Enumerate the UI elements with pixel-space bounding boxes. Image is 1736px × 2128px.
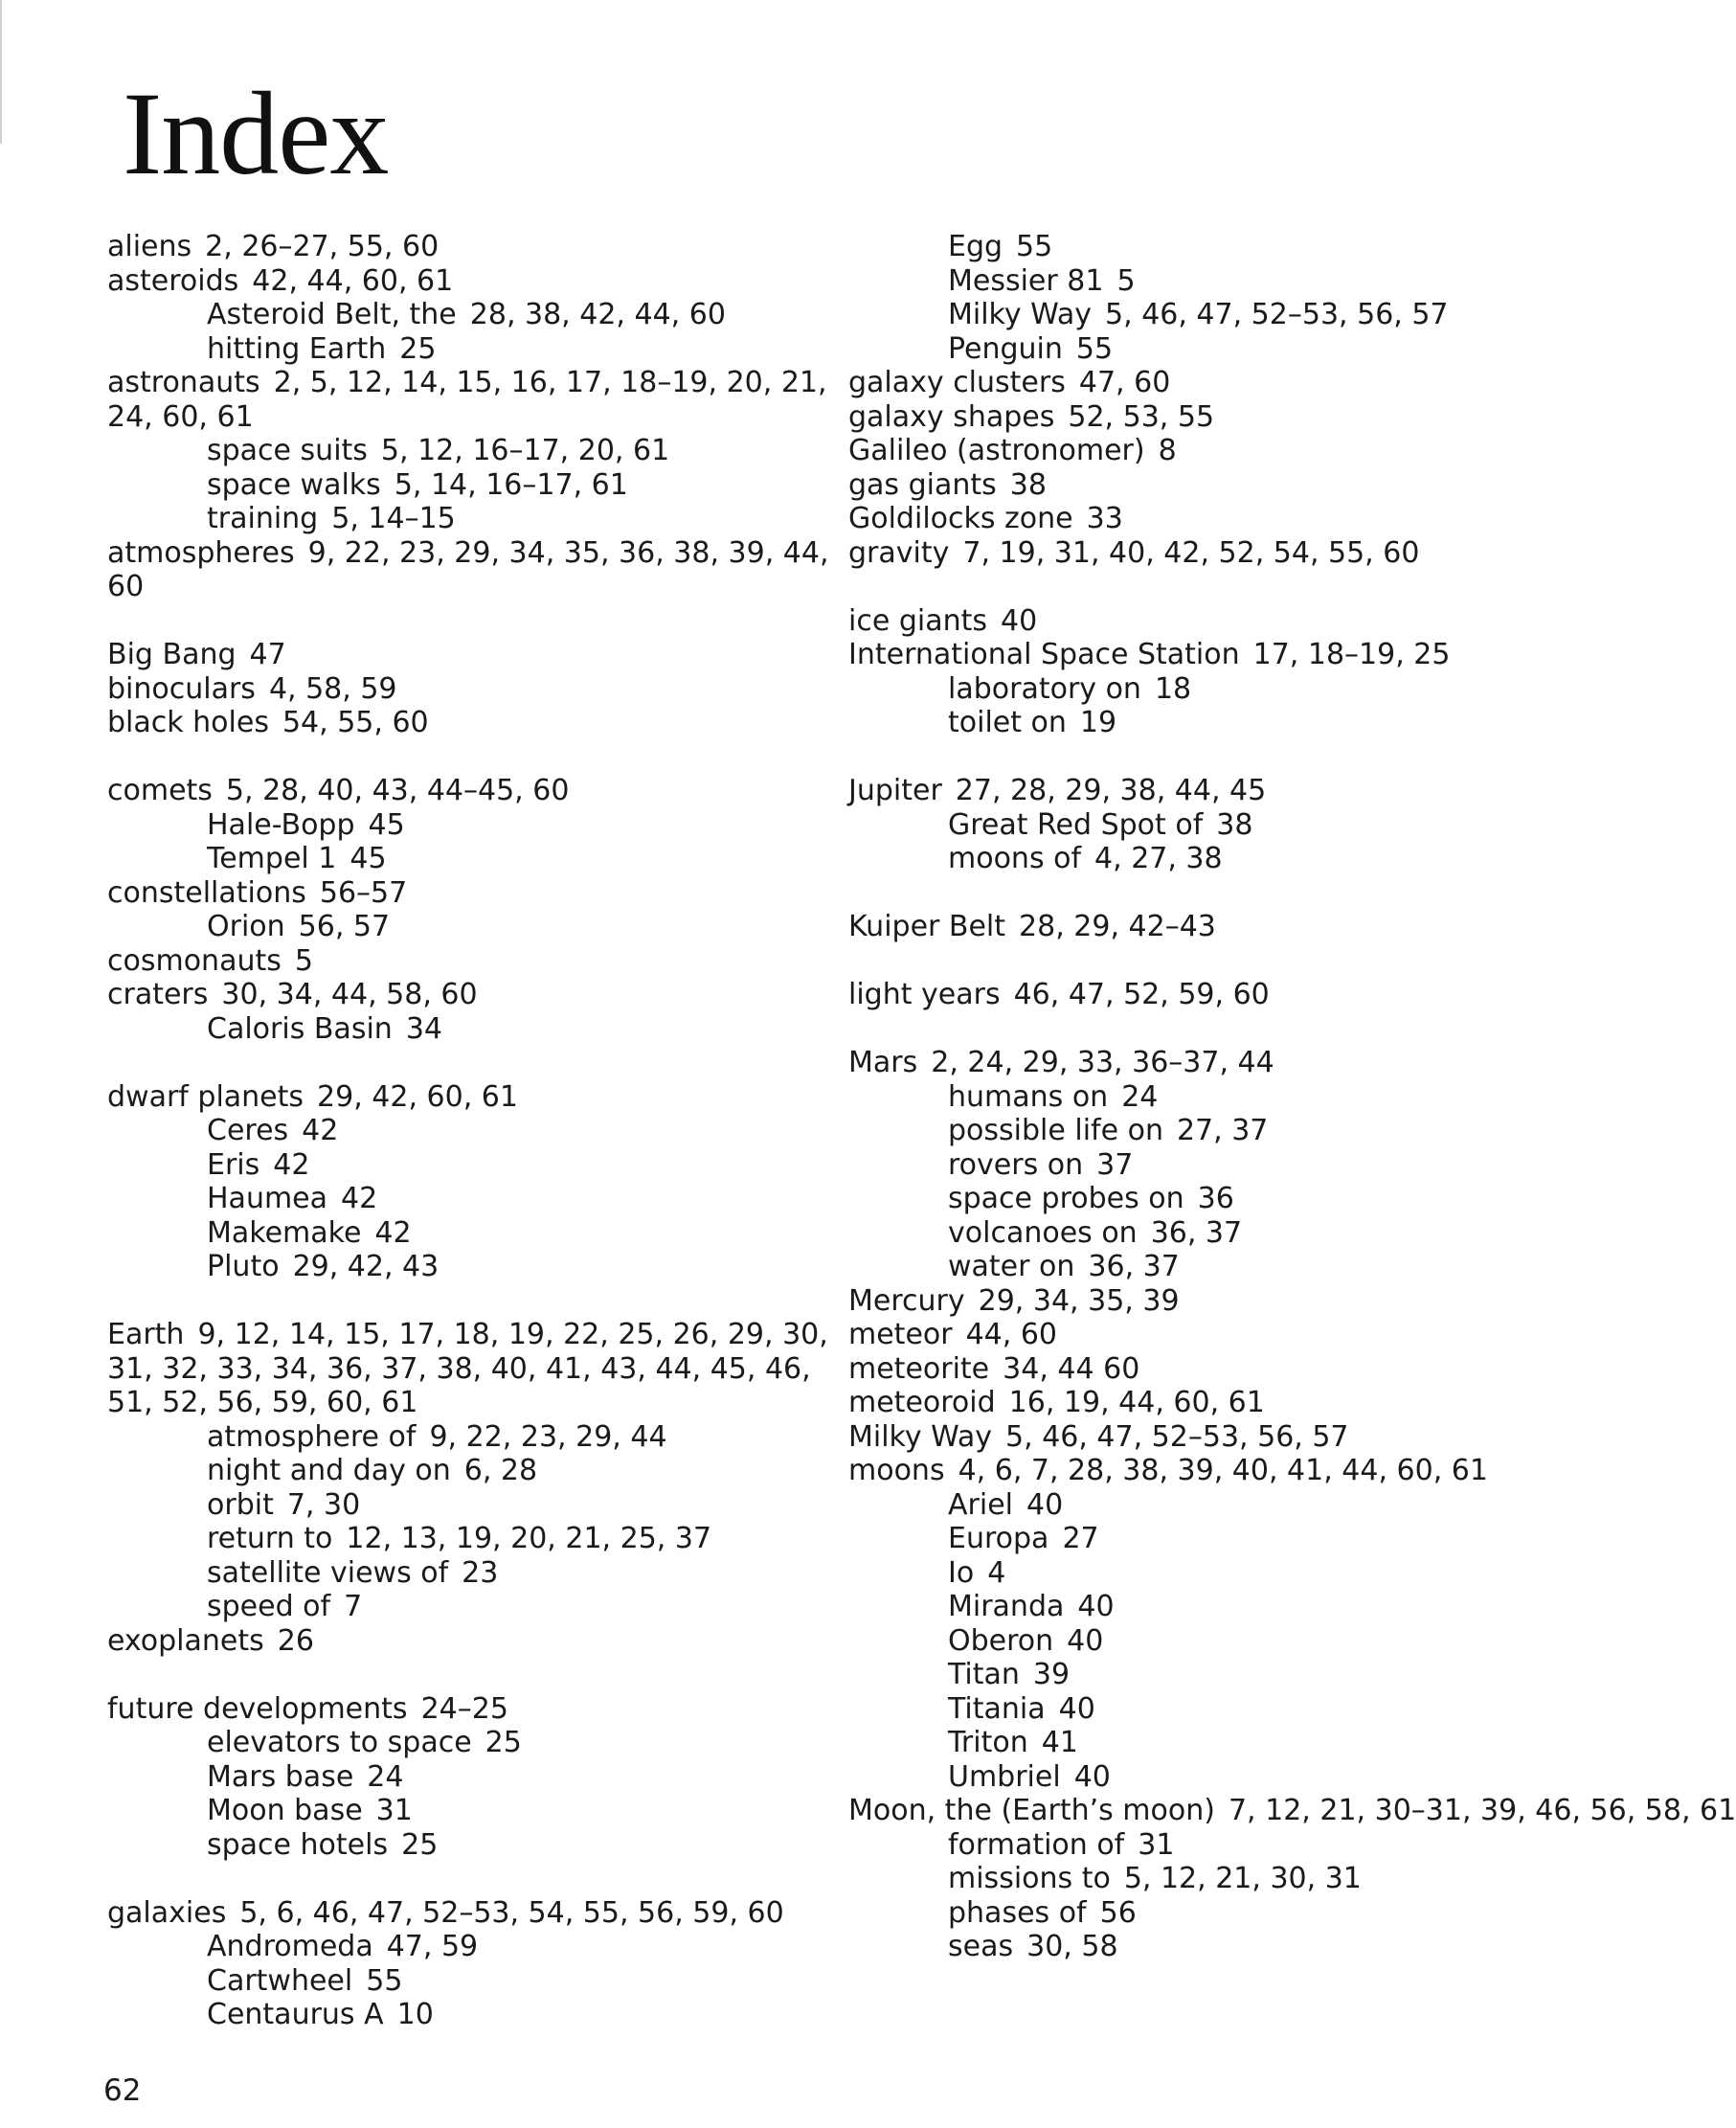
index-term: rovers on: [948, 1147, 1084, 1182]
index-term: volcanoes on: [948, 1215, 1138, 1250]
index-term: Kuiper Belt: [848, 910, 1006, 943]
index-term: Triton: [948, 1726, 1028, 1759]
index-subentry: [848, 332, 1614, 367]
index-subentry: [848, 298, 1614, 332]
index-subentry: [848, 1488, 1614, 1523]
entry-group-gap: [107, 1284, 835, 1319]
index-page-refs: 5, 46, 47, 52–53, 56, 57: [1105, 298, 1449, 331]
index-entry: [848, 1386, 1614, 1420]
index-term: hitting Earth: [207, 331, 387, 366]
index-subentry: [107, 1216, 835, 1251]
index-term: craters: [107, 978, 209, 1011]
index-term: night and day on: [207, 1454, 451, 1487]
index-page-refs: 40: [1001, 603, 1038, 638]
index-subentry: [107, 468, 835, 503]
index-page-refs: 55: [1075, 331, 1114, 366]
index-term: Milky Way: [848, 1419, 993, 1454]
index-subentry: [848, 1182, 1614, 1216]
index-term: humans on: [948, 1079, 1109, 1114]
index-page-refs: 2, 26–27, 55, 60: [205, 230, 440, 263]
index-page-refs: 56, 57: [298, 910, 391, 943]
index-term: phases of: [948, 1895, 1087, 1930]
index-subentry: [848, 1522, 1614, 1556]
index-page-refs: 27, 37: [1176, 1114, 1269, 1147]
index-term: gravity: [848, 535, 950, 570]
index-entry: [848, 978, 1614, 1012]
index-term: Jupiter: [848, 774, 942, 807]
index-term: elevators to space: [207, 1726, 472, 1759]
index-page-refs: 30, 58: [1026, 1930, 1118, 1963]
index-page-refs: 7, 30: [286, 1487, 361, 1522]
index-term: laboratory on: [948, 671, 1141, 706]
index-subentry: [107, 502, 835, 536]
index-page-refs: 27: [1062, 1522, 1099, 1555]
index-entry: [107, 638, 835, 672]
index-page-refs: 4: [987, 1555, 1006, 1590]
index-entry: [107, 672, 835, 707]
index-entry: [107, 1692, 835, 1727]
index-subentry: [848, 706, 1614, 740]
index-term: meteor: [848, 1318, 953, 1351]
index-page-refs: 12, 13, 19, 20, 21, 25, 37: [346, 1522, 712, 1555]
index-entry: [107, 1896, 835, 1931]
index-term: Io: [948, 1555, 975, 1590]
entry-group-gap: [848, 1012, 1614, 1047]
index-term: binoculars: [107, 671, 256, 706]
index-entry: [848, 468, 1614, 503]
index-entry: [107, 230, 835, 264]
index-term: seas: [948, 1930, 1014, 1963]
index-subentry: [848, 1692, 1614, 1727]
index-subentry: [848, 1216, 1614, 1251]
index-subentry: [848, 1658, 1614, 1692]
index-term: dwarf planets: [107, 1079, 304, 1114]
index-entry: [107, 536, 835, 604]
index-subentry: [107, 1420, 835, 1455]
index-page-refs: 23: [462, 1555, 499, 1590]
index-page-refs: 4, 6, 7, 28, 38, 39, 40, 41, 44, 60, 61: [958, 1454, 1488, 1487]
index-page-refs: 27, 28, 29, 38, 44, 45: [955, 774, 1267, 807]
index-column-left: [107, 230, 835, 2032]
index-term: space suits: [207, 434, 368, 467]
index-page-refs: 56–57: [319, 875, 408, 910]
index-term: Oberon: [948, 1623, 1054, 1658]
index-subentry: [848, 1930, 1614, 1964]
index-term: Miranda: [948, 1590, 1065, 1623]
index-page-refs: 44, 60: [965, 1318, 1058, 1351]
index-term: Milky Way: [948, 298, 1093, 331]
index-term: Great Red Spot of: [948, 807, 1204, 842]
page-edge-line: [0, 0, 2, 144]
index-page-refs: 8: [1158, 434, 1177, 467]
index-term: Cartwheel: [207, 1963, 353, 1998]
index-term: Penguin: [948, 331, 1063, 366]
index-subentry: [848, 1250, 1614, 1284]
index-term: meteorite: [848, 1351, 990, 1386]
index-term: comets: [107, 774, 213, 807]
index-subentry: [107, 1828, 835, 1863]
index-term: Ariel: [948, 1487, 1013, 1522]
index-term: Titania: [948, 1691, 1046, 1726]
index-entry: [107, 1624, 835, 1659]
index-term: possible life on: [948, 1114, 1163, 1147]
index-term: space probes on: [948, 1182, 1184, 1215]
index-term: space walks: [207, 467, 381, 502]
index-term: Haumea: [207, 1182, 328, 1215]
index-page-refs: 24–25: [420, 1691, 508, 1726]
index-subentry: [848, 1114, 1614, 1148]
index-page-refs: 24: [367, 1759, 404, 1794]
index-page-refs: 10: [396, 1998, 434, 2031]
index-page-refs: 2, 24, 29, 33, 36–37, 44: [931, 1046, 1274, 1079]
index-term: orbit: [207, 1487, 274, 1522]
index-term: Goldilocks zone: [848, 502, 1073, 535]
index-term: International Space Station: [848, 638, 1240, 671]
index-column-right: [848, 230, 1736, 1964]
index-term: Andromeda: [207, 1930, 373, 1963]
index-term: aliens: [107, 230, 192, 263]
index-page-refs: 5, 14, 16–17, 61: [394, 467, 628, 502]
index-page-refs: 47, 59: [386, 1930, 479, 1963]
index-page-refs: 55: [366, 1963, 403, 1998]
index-term: Earth: [107, 1318, 185, 1351]
index-subentry: [107, 1964, 835, 1999]
entry-group-gap: [848, 944, 1614, 979]
entry-group-gap: [107, 1862, 835, 1896]
index-page-refs: 28, 38, 42, 44, 60: [469, 298, 726, 331]
index-subentry: [107, 1250, 835, 1284]
index-entry: [848, 1454, 1614, 1488]
index-term: Moon, the (Earth’s moon): [848, 1794, 1215, 1827]
index-page-refs: 6, 28: [463, 1454, 538, 1487]
index-page-refs: 5, 12, 21, 30, 31: [1123, 1862, 1362, 1895]
index-term: Hale-Bopp: [207, 807, 355, 842]
index-page-refs: 42: [341, 1182, 378, 1215]
index-term: Pluto: [207, 1250, 280, 1283]
index-page-refs: 9, 22, 23, 29, 44: [429, 1419, 667, 1454]
index-subentry: [107, 332, 835, 367]
index-entry: [107, 944, 835, 979]
index-term: asteroids: [107, 263, 239, 298]
index-page-refs: 42: [273, 1147, 310, 1182]
index-entry: [848, 366, 1614, 400]
index-page-refs: 37: [1096, 1147, 1134, 1182]
index-subentry: [848, 1148, 1614, 1183]
index-subentry: [848, 1726, 1614, 1760]
index-page-refs: 29, 42, 60, 61: [317, 1079, 518, 1114]
index-subentry: [107, 1454, 835, 1488]
index-entry: [848, 1284, 1614, 1319]
index-page-refs: 56: [1099, 1895, 1137, 1930]
index-subentry: [107, 1522, 835, 1556]
index-term: Messier 81: [948, 263, 1104, 298]
index-subentry: [848, 264, 1614, 299]
entry-group-gap: [107, 740, 835, 775]
index-subentry: [848, 1590, 1614, 1624]
index-term: gas giants: [848, 467, 997, 502]
index-page-refs: 4, 27, 38: [1094, 842, 1223, 875]
index-term: speed of: [207, 1590, 331, 1623]
index-page-refs: 16, 19, 44, 60, 61: [1008, 1386, 1265, 1419]
index-entry: [107, 1080, 835, 1115]
entry-group-gap: [848, 876, 1614, 911]
index-entry: [107, 876, 835, 911]
index-subentry: [107, 298, 835, 332]
index-page-refs: 55: [1016, 230, 1053, 263]
index-page-refs: 5: [294, 943, 313, 978]
index-term: Europa: [948, 1522, 1049, 1555]
index-subentry: [848, 1828, 1614, 1863]
index-entry: [848, 910, 1614, 944]
index-entry: [107, 706, 835, 740]
index-subentry: [107, 1794, 835, 1828]
index-term: Eris: [207, 1147, 260, 1182]
entry-group-gap: [848, 570, 1614, 604]
page-title: Index: [123, 68, 389, 199]
index-entry: [848, 1318, 1614, 1352]
index-page-refs: 54, 55, 60: [282, 706, 429, 739]
index-term: space hotels: [207, 1827, 389, 1862]
entry-group-gap: [848, 740, 1614, 775]
index-term: toilet on: [948, 706, 1067, 739]
index-page-refs: 34, 44 60: [1003, 1351, 1140, 1386]
index-page-refs: 2, 5, 12, 14, 15, 16, 17, 18–19, 20, 21, 24, 60, 61: [107, 366, 827, 434]
index-page-refs: 40: [1058, 1691, 1095, 1726]
index-page-refs: 40: [1073, 1759, 1111, 1794]
index-entry: [848, 1352, 1614, 1387]
index-term: formation of: [948, 1827, 1125, 1862]
index-subentry: [107, 1590, 835, 1624]
index-page-refs: 33: [1086, 502, 1123, 535]
index-subentry: [848, 1080, 1614, 1115]
index-page-refs: 7, 12, 21, 30–31, 39, 46, 56, 58, 61: [1228, 1794, 1736, 1827]
index-page-refs: 30, 34, 44, 58, 60: [221, 978, 478, 1011]
index-subentry: [107, 1182, 835, 1216]
index-term: Centaurus A: [207, 1998, 384, 2031]
index-term: Galileo (astronomer): [848, 434, 1145, 467]
index-page-refs: 5, 14–15: [331, 502, 456, 535]
index-term: Caloris Basin: [207, 1011, 393, 1046]
index-subentry: [107, 1488, 835, 1523]
index-page-refs: 39: [1032, 1658, 1071, 1691]
index-subentry: [848, 1624, 1614, 1659]
index-page-refs: 4, 58, 59: [268, 671, 397, 706]
index-term: ice giants: [848, 603, 987, 638]
index-subentry: [107, 842, 835, 876]
index-term: exoplanets: [107, 1623, 264, 1658]
index-page-refs: 42: [374, 1215, 412, 1250]
index-page-refs: 40: [1067, 1623, 1104, 1658]
index-subentry: [107, 434, 835, 468]
index-page-refs: 45: [349, 842, 387, 875]
index-subentry: [848, 230, 1614, 264]
index-term: future developments: [107, 1691, 408, 1726]
index-term: constellations: [107, 875, 306, 910]
index-page-refs: 38: [1009, 467, 1047, 502]
index-page-refs: 26: [277, 1623, 314, 1658]
index-subentry: [848, 1556, 1614, 1591]
index-subentry: [107, 1012, 835, 1047]
index-page-refs: 52, 53, 55: [1068, 399, 1215, 434]
index-page-refs: 5, 28, 40, 43, 44–45, 60: [225, 774, 570, 807]
index-term: atmosphere of: [207, 1419, 417, 1454]
index-term: Makemake: [207, 1215, 362, 1250]
index-term: moons: [848, 1454, 945, 1487]
index-term: Tempel 1: [207, 842, 337, 875]
index-entry: [848, 1794, 1736, 1828]
index-term: galaxy clusters: [848, 366, 1066, 399]
index-subentry: [107, 1930, 835, 1964]
index-term: black holes: [107, 706, 269, 739]
index-term: moons of: [948, 842, 1082, 875]
index-subentry: [107, 1114, 835, 1148]
index-entry: [848, 604, 1614, 639]
index-page-refs: 18: [1154, 671, 1192, 706]
index-subentry: [107, 1148, 835, 1183]
index-entry: [107, 774, 835, 808]
index-term: Egg: [948, 230, 1003, 263]
index-entry: [848, 502, 1614, 536]
index-page-refs: 46, 47, 52, 59, 60: [1013, 978, 1270, 1011]
index-page-refs: 7, 19, 31, 40, 42, 52, 54, 55, 60: [962, 535, 1420, 570]
page-number: 62: [103, 2073, 142, 2108]
index-term: light years: [848, 978, 1001, 1011]
index-term: meteoroid: [848, 1386, 996, 1419]
index-subentry: [848, 842, 1614, 876]
index-subentry: [107, 1998, 835, 2032]
index-term: atmospheres: [107, 535, 295, 570]
index-entry: [107, 978, 835, 1012]
index-entry: [848, 1420, 1614, 1455]
index-subentry: [848, 1862, 1614, 1896]
index-term: Moon base: [207, 1794, 363, 1827]
index-page-refs: 40: [1077, 1590, 1115, 1623]
index-page-refs: 7: [344, 1590, 363, 1623]
index-page-refs: 41: [1041, 1726, 1078, 1759]
index-subentry: [848, 1760, 1614, 1795]
index-page-refs: 9, 22, 23, 29, 34, 35, 36, 38, 39, 44, 60: [107, 535, 829, 603]
index-entry: [848, 1046, 1614, 1080]
index-term: Orion: [207, 910, 285, 943]
index-entry: [107, 1318, 835, 1420]
index-page-refs: 24: [1121, 1079, 1159, 1114]
index-subentry: [848, 808, 1614, 843]
index-term: cosmonauts: [107, 943, 282, 978]
index-page-refs: 36, 37: [1150, 1215, 1243, 1250]
index-page-refs: 36, 37: [1088, 1250, 1180, 1283]
index-page-refs: 19: [1079, 706, 1117, 739]
index-page-refs: 25: [401, 1827, 439, 1862]
index-page-refs: 47: [249, 638, 286, 671]
index-page-refs: 29, 34, 35, 39: [978, 1283, 1180, 1318]
index-entry: [848, 434, 1614, 468]
index-page-refs: 42, 44, 60, 61: [252, 263, 454, 298]
index-term: Big Bang: [107, 638, 237, 671]
index-page-refs: 5, 46, 47, 52–53, 56, 57: [1005, 1419, 1349, 1454]
entry-group-gap: [107, 1046, 835, 1080]
index-subentry: [107, 808, 835, 843]
index-term: Mars base: [207, 1759, 354, 1794]
index-term: Mercury: [848, 1283, 965, 1318]
index-page-refs: 25: [485, 1726, 522, 1759]
index-entry: [848, 536, 1614, 571]
index-term: galaxies: [107, 1895, 227, 1930]
index-page-refs: 25: [399, 331, 437, 366]
index-page-refs: 31: [1138, 1827, 1175, 1862]
index-page-refs: 5, 6, 46, 47, 52–53, 54, 55, 56, 59, 60: [239, 1895, 784, 1930]
index-entry: [848, 774, 1614, 808]
index-page-refs: 47, 60: [1078, 366, 1171, 399]
index-entry: [848, 638, 1614, 672]
index-term: Mars: [848, 1046, 918, 1079]
entry-group-gap: [107, 1658, 835, 1692]
entry-group-gap: [107, 604, 835, 639]
index-term: satellite views of: [207, 1555, 449, 1590]
index-page-refs: 42: [302, 1114, 339, 1147]
index-page-refs: 5: [1116, 263, 1136, 298]
index-page-refs: 40: [1026, 1487, 1064, 1522]
index-term: astronauts: [107, 366, 260, 399]
index-subentry: [848, 1896, 1614, 1931]
index-page-refs: 29, 42, 43: [292, 1250, 440, 1283]
index-page-refs: 17, 18–19, 25: [1252, 638, 1451, 671]
index-page-refs: 38: [1216, 807, 1253, 842]
index-page-refs: 45: [368, 807, 405, 842]
index-page-refs: 5, 12, 16–17, 20, 61: [380, 434, 670, 467]
index-entry: [107, 366, 835, 434]
index-term: Ceres: [207, 1114, 289, 1147]
index-subentry: [107, 1726, 835, 1760]
index-term: galaxy shapes: [848, 399, 1055, 434]
index-term: missions to: [948, 1862, 1111, 1895]
index-subentry: [107, 1760, 835, 1795]
index-term: Umbriel: [948, 1759, 1061, 1794]
index-page-refs: 31: [375, 1794, 413, 1827]
index-page-refs: 34: [405, 1011, 442, 1046]
index-page-refs: 9, 12, 14, 15, 17, 18, 19, 22, 25, 26, 29, 30, 31, 32, 33, 34, 36, 37, 38, 40, 41, 43, 44, 45, 46, 51, 52, 56, 59, 60, 61: [107, 1318, 828, 1419]
index-subentry: [107, 910, 835, 944]
index-page-refs: 28, 29, 42–43: [1019, 910, 1216, 943]
index-term: Titan: [948, 1658, 1020, 1691]
index-term: return to: [207, 1522, 333, 1555]
index-term: Asteroid Belt, the: [207, 298, 457, 331]
index-term: training: [207, 502, 319, 535]
index-subentry: [848, 672, 1614, 707]
index-page-refs: 36: [1197, 1182, 1234, 1215]
index-entry: [107, 264, 835, 299]
index-entry: [848, 400, 1614, 435]
index-subentry: [107, 1556, 835, 1591]
index-term: water on: [948, 1250, 1075, 1283]
